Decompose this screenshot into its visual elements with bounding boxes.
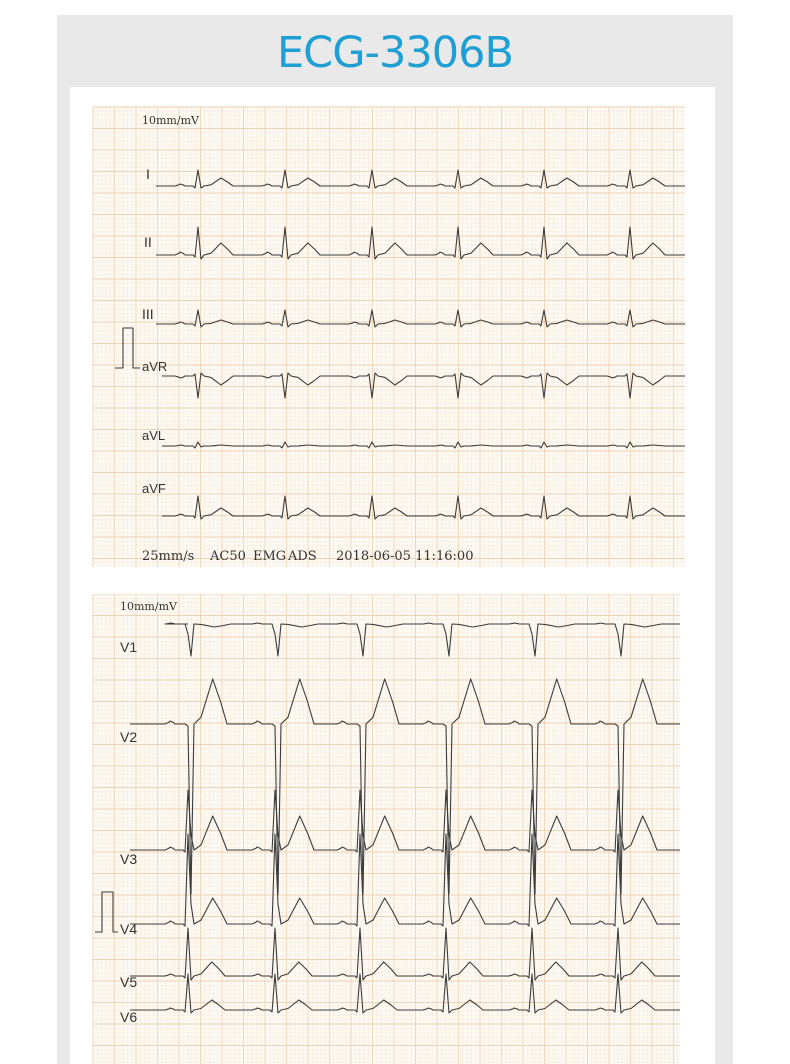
recording-footer bbox=[142, 549, 473, 564]
lead-label-V4: V4 bbox=[120, 921, 138, 937]
limb-leads-strip bbox=[70, 87, 715, 572]
paper-speed: 25mm/s bbox=[142, 549, 195, 564]
emg-filter: EMG bbox=[253, 549, 287, 564]
sensitivity-label: 10mm/mV bbox=[142, 114, 199, 127]
sensitivity-label: 10mm/mV bbox=[120, 600, 177, 613]
lead-label-aVR: aVR bbox=[142, 359, 168, 374]
lead-label-V5: V5 bbox=[120, 974, 138, 990]
ecg-paper bbox=[70, 87, 715, 1064]
chest-leads-strip bbox=[70, 594, 715, 1064]
lead-label-III: III bbox=[142, 306, 154, 322]
lead-label-I: I bbox=[146, 166, 150, 182]
lead-label-II: II bbox=[144, 234, 152, 250]
ac-filter: AC50 bbox=[210, 549, 246, 564]
lead-label-aVF: aVF bbox=[142, 481, 166, 496]
lead-label-V1: V1 bbox=[120, 639, 138, 655]
ads-mode: ADS bbox=[288, 549, 317, 564]
grid-paper bbox=[93, 107, 685, 567]
product-title: ECG-3306B bbox=[277, 28, 513, 78]
recording-datetime: 2018-06-05 11:16:00 bbox=[336, 549, 474, 564]
lead-label-V3: V3 bbox=[120, 851, 138, 867]
product-frame bbox=[57, 15, 733, 1064]
lead-label-aVL: aVL bbox=[142, 428, 166, 443]
grid-paper bbox=[93, 594, 680, 1064]
lead-label-V2: V2 bbox=[120, 729, 138, 745]
lead-label-V6: V6 bbox=[120, 1009, 138, 1025]
